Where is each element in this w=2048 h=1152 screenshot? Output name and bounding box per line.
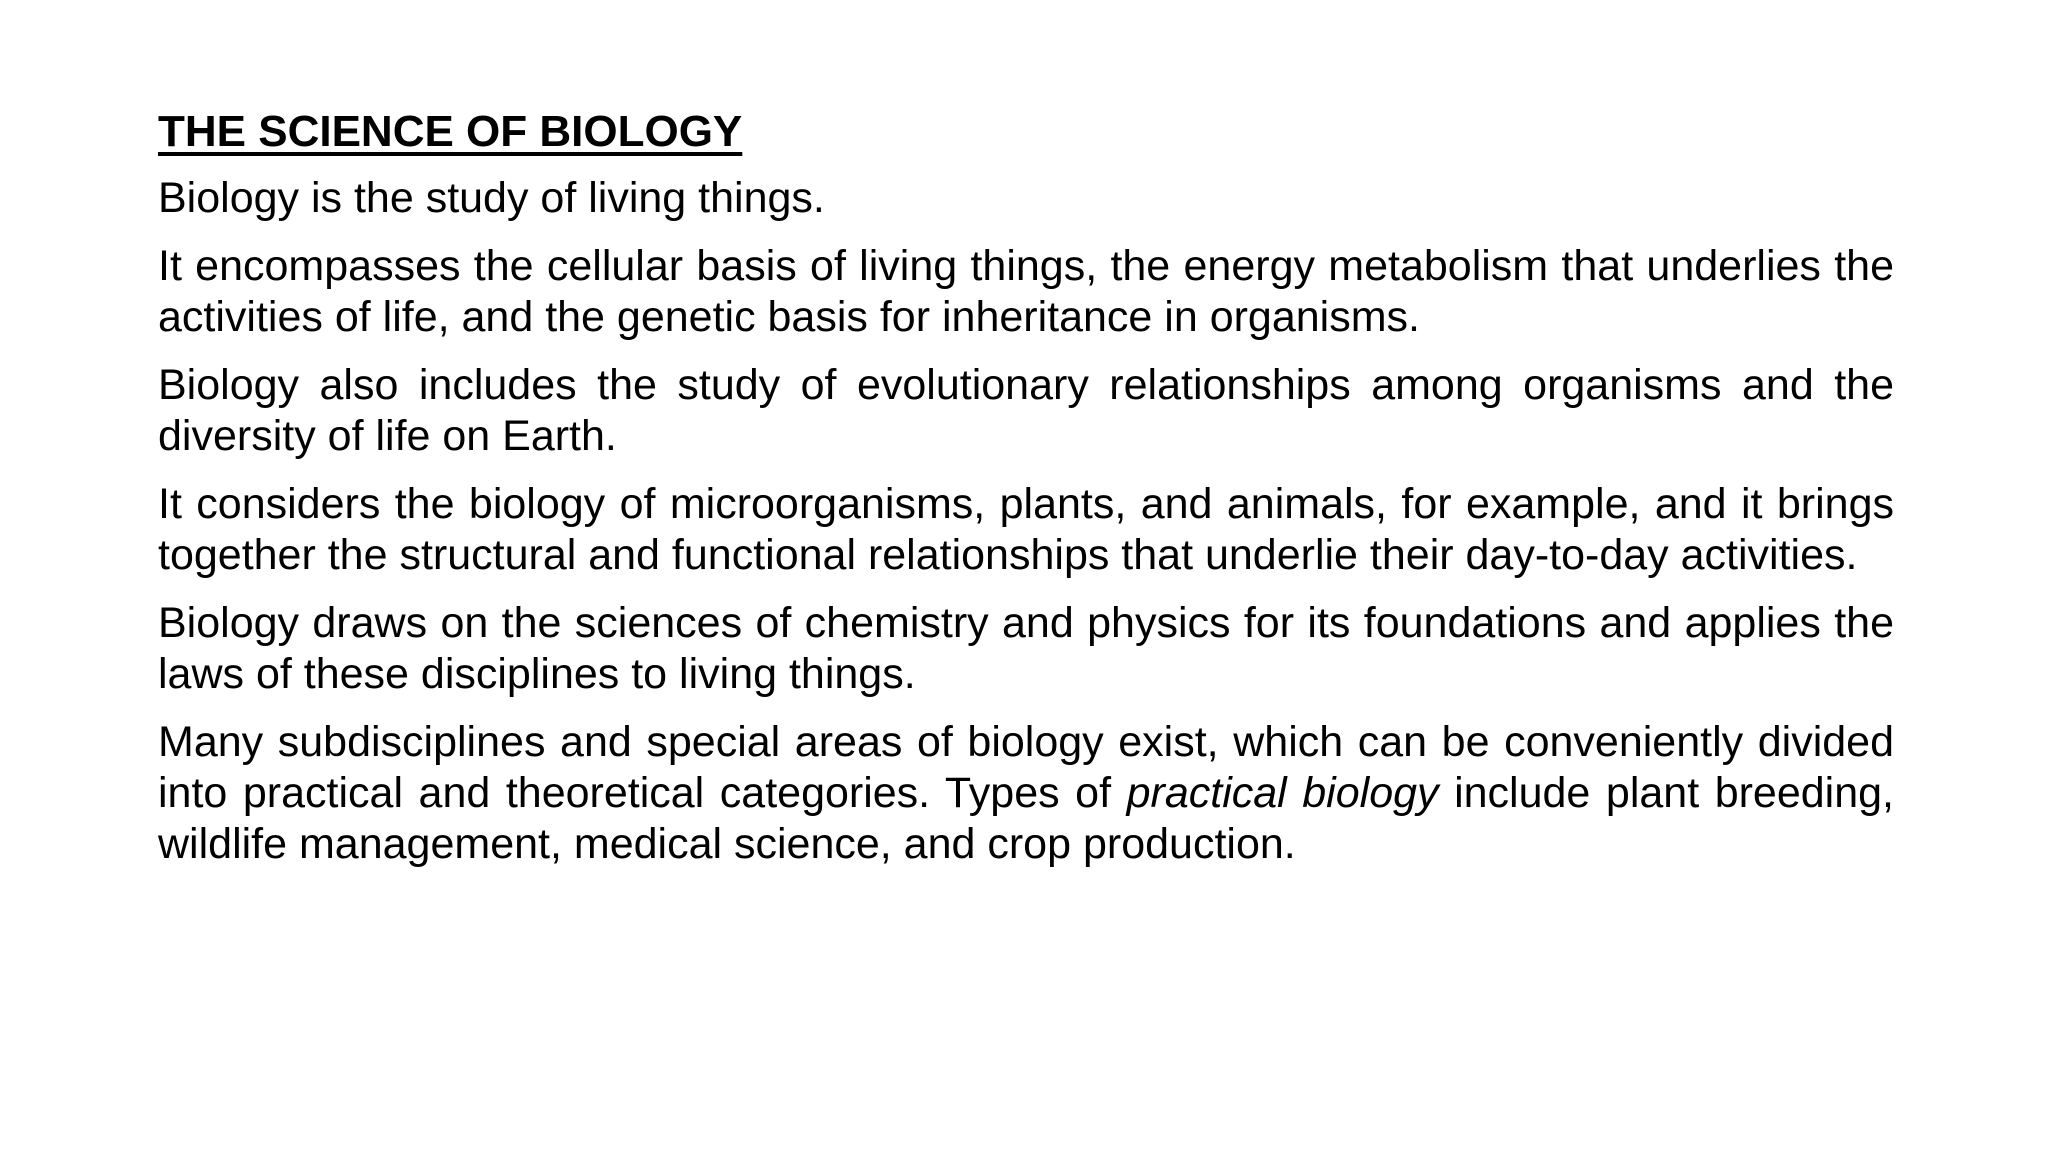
slide-title: THE SCIENCE OF BIOLOGY	[158, 107, 743, 156]
subdisciplines-text-end: include plant breeding, wildlife management, medical science, and crop production.	[158, 769, 1895, 868]
paragraph-foundations: Biology draws on the sciences of chemistry and physics for its foundations and applies the laws of these disciplines to living things.	[158, 599, 1894, 698]
paragraph-evolution: Biology also includes the study of evolutionary relationships among organisms and the diversity of life on Earth.	[158, 361, 1894, 460]
paragraph-encompasses: It encompasses the cellular basis of living things, the energy metabolism that underlies the activities of life, and the genetic basis for inheritance in organisms.	[158, 242, 1894, 341]
slide-content	[158, 107, 1894, 887]
practical-biology-term: practical biology	[1126, 769, 1439, 817]
paragraph-definition: Biology is the study of living things.	[158, 174, 825, 222]
paragraph-subdisciplines	[158, 717, 1894, 870]
subdisciplines-text-start: Many subdisciplines and special areas of biology exist, which can be conveniently divided into practical and theoretical categories. Types of	[158, 718, 1894, 817]
paragraph-organisms: It considers the biology of microorganisms, plants, and animals, for example, and it brings together the structural and functional relationships that underlie their day-to-day activities.	[158, 480, 1894, 579]
